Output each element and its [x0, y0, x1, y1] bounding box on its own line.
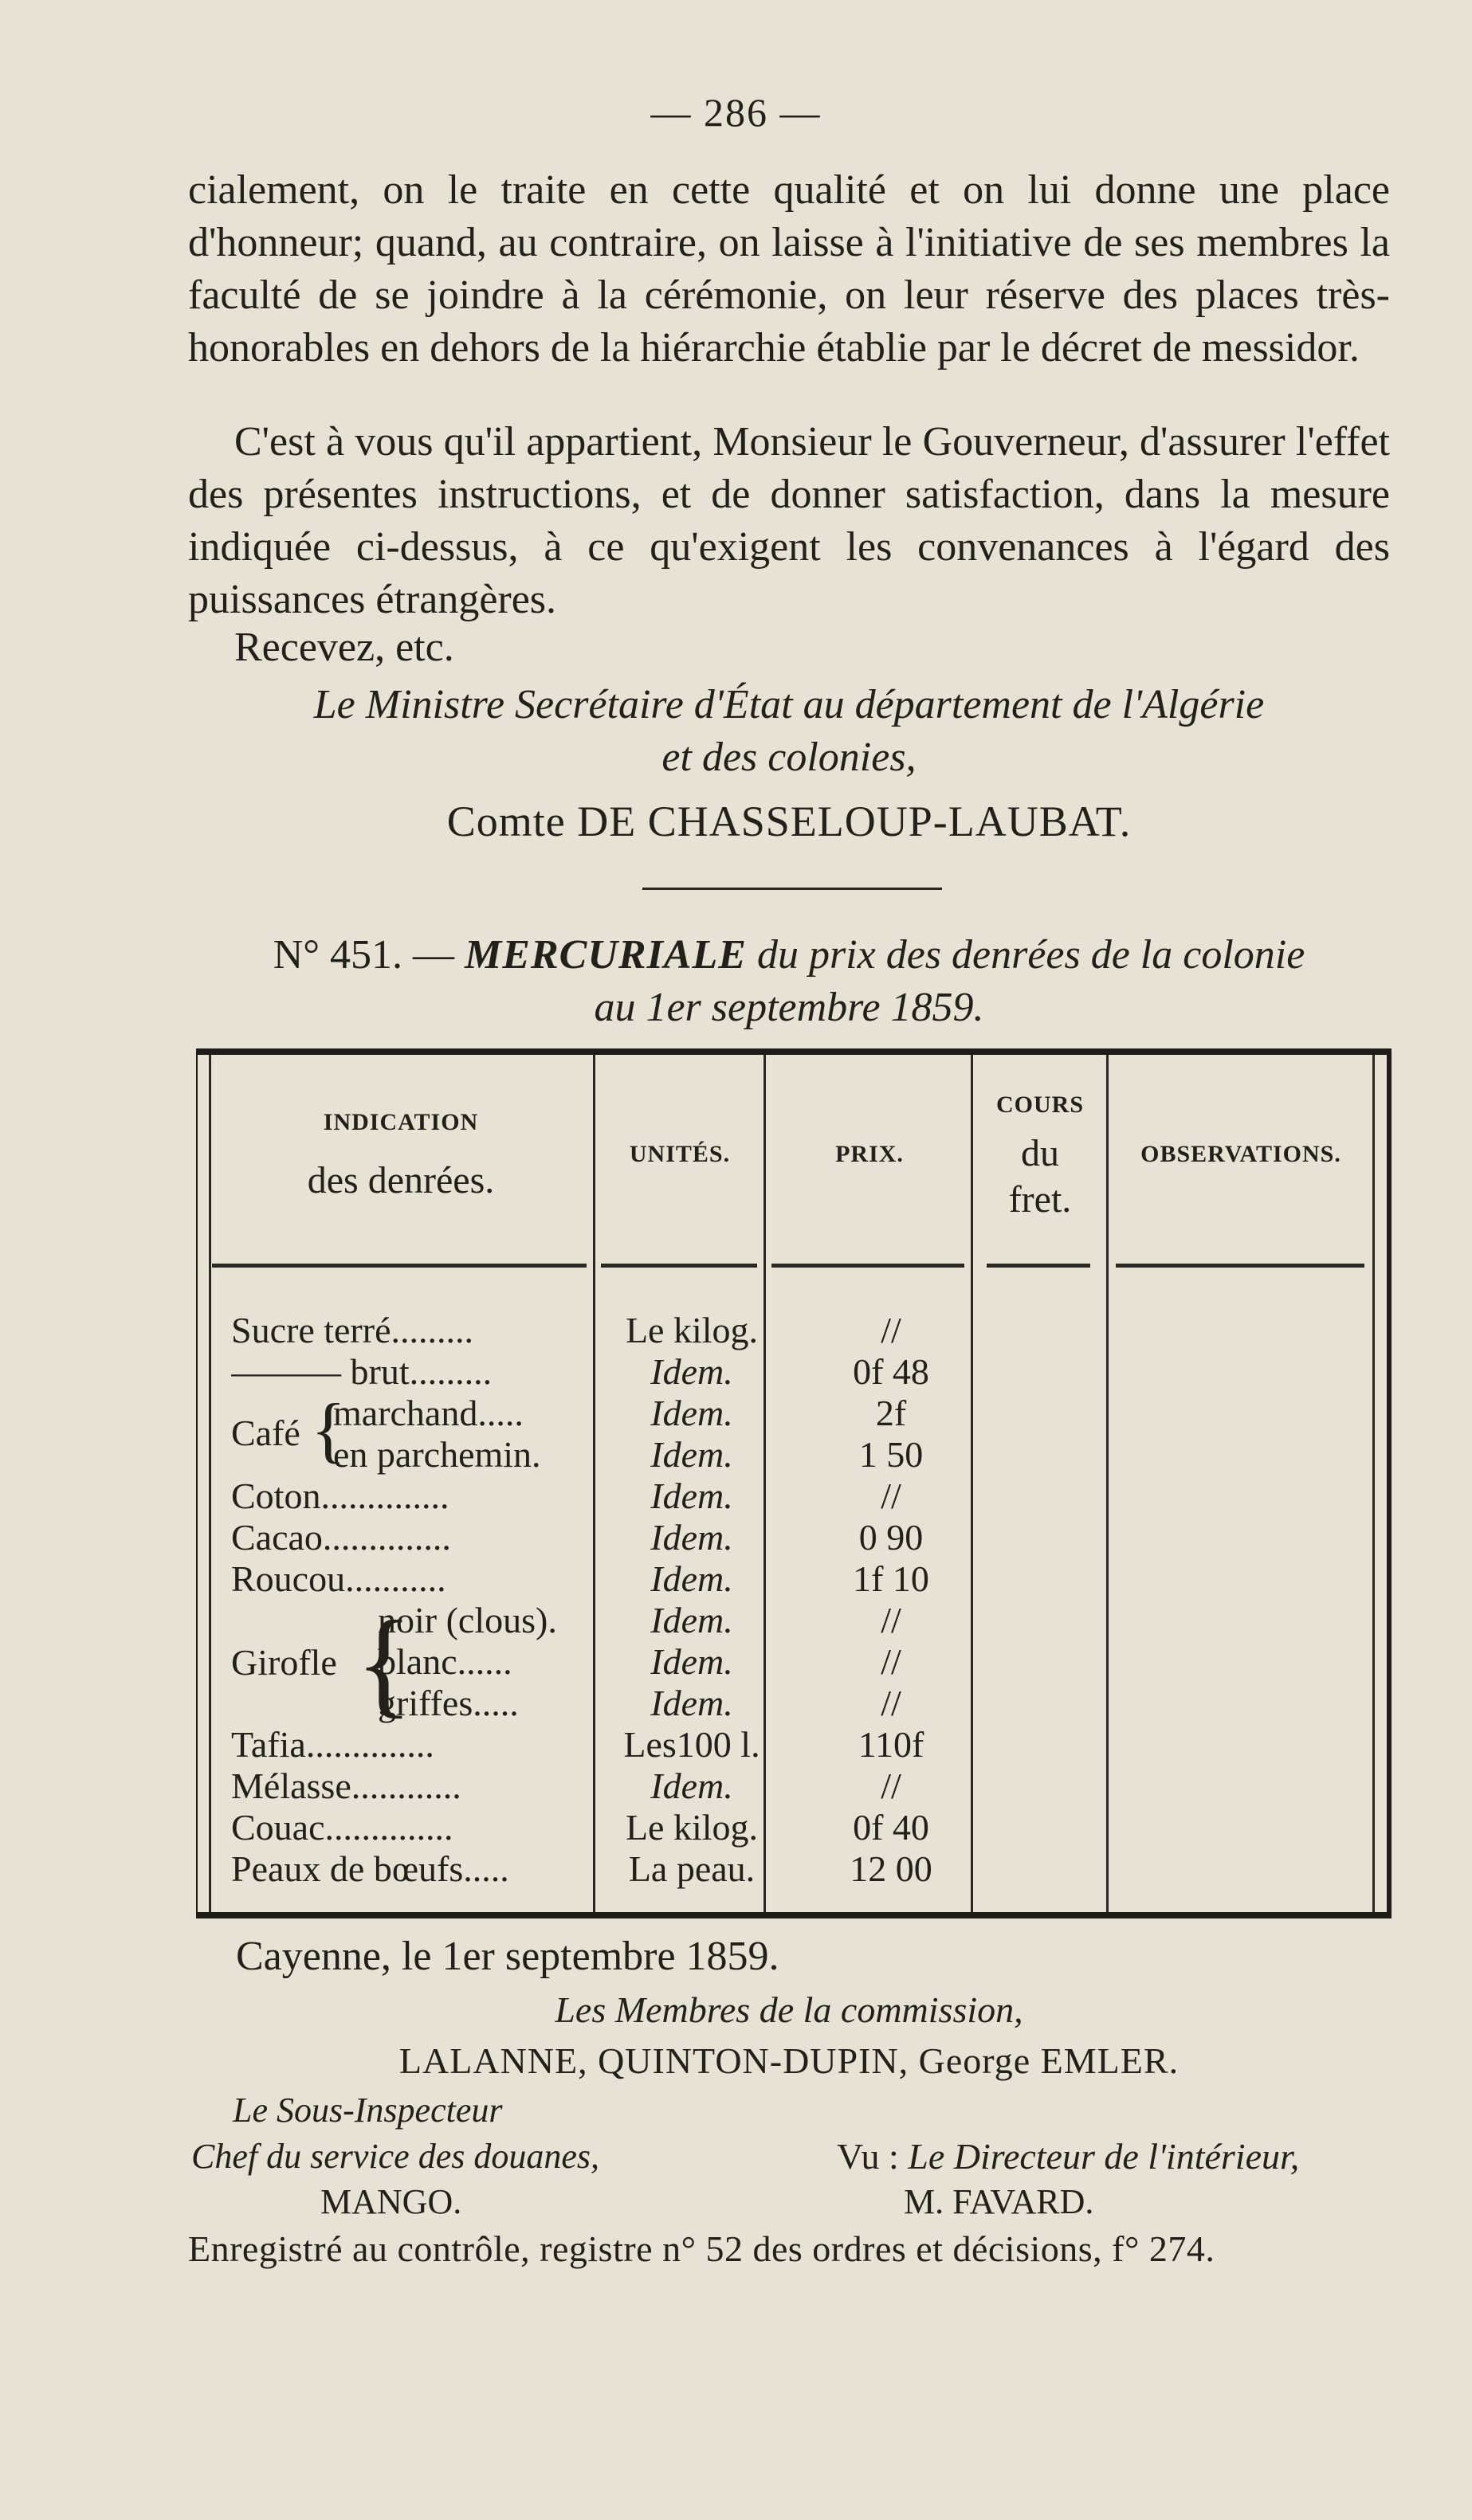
signature-title-line1: Le Ministre Secrétaire d'État au département de l'Algérie — [313, 682, 1265, 727]
footer-sous-inspecteur — [191, 2087, 599, 2180]
commodity-price: // — [881, 1766, 901, 1806]
table-row — [198, 1766, 1387, 1807]
header-indication: INDICATION — [323, 1109, 479, 1135]
table-row — [198, 1310, 1387, 1351]
commodity-name: ——— brut......... — [231, 1351, 493, 1392]
header-cours-du: du — [1021, 1132, 1059, 1174]
commodity-unit: Idem. — [650, 1766, 733, 1806]
commodity-name: en parchemin. — [333, 1434, 541, 1475]
table-row — [198, 1724, 1387, 1766]
table-row — [198, 1434, 1387, 1476]
paragraph-closing: Recevez, etc. — [234, 625, 454, 670]
table-row — [198, 1641, 1387, 1683]
document-title — [188, 929, 1390, 1034]
commodity-unit: Idem. — [650, 1600, 733, 1640]
commodity-unit: La peau. — [628, 1848, 756, 1889]
commodity-unit: Idem. — [650, 1393, 733, 1433]
footer-members: LALANNE, QUINTON-DUPIN, George EMLER. — [398, 2040, 1180, 2081]
commodity-name: Sucre terré......... — [231, 1310, 473, 1350]
footer-date: Cayenne, le 1er septembre 1859. — [236, 1934, 779, 1979]
commodity-name: Peaux de bœufs..... — [231, 1848, 509, 1889]
commodity-price: 0 90 — [858, 1517, 924, 1558]
commodity-price: 0f 48 — [853, 1351, 929, 1392]
brace-icon: { — [355, 1597, 413, 1729]
commodity-unit: Idem. — [650, 1517, 733, 1558]
commodity-unit: Le kilog. — [625, 1310, 759, 1350]
header-rule — [601, 1264, 757, 1268]
table-row — [198, 1393, 1387, 1434]
brace-icon: { — [311, 1389, 347, 1470]
table-row — [198, 1683, 1387, 1724]
header-rule — [1116, 1264, 1364, 1268]
commodity-price: 2f — [875, 1393, 907, 1433]
commodity-price: // — [881, 1600, 901, 1640]
paragraph-continuation: cialement, on le traite en cette qualité et on lui donne une place d'honneur; quand, au contraire, on laisse à l'initiative de ses membres la faculté de se joindre à la cérémonie, on leur réserve des places très-honorables en dehors de la hiérarchie établie par le décret de messidor. — [188, 167, 1390, 370]
commodity-price: // — [881, 1476, 901, 1516]
table-row — [198, 1600, 1387, 1641]
commodity-unit: Idem. — [650, 1683, 733, 1723]
commodity-price: // — [881, 1683, 901, 1723]
commodity-price: // — [881, 1310, 901, 1350]
commodity-unit: Idem. — [650, 1434, 733, 1475]
paragraph-instructions: C'est à vous qu'il appartient, Monsieur le Gouverneur, d'assurer l'effet des présentes instructions, et de donner satisfaction, dans la mesure indiquée ci-dessus, à ce qu'exigent les convenances à l'égard des puissances étrangères. — [188, 419, 1390, 622]
commodity-price: 110f — [858, 1724, 924, 1765]
table-row — [198, 1558, 1387, 1600]
commodity-name: Roucou........... — [231, 1558, 446, 1599]
commodity-unit: Idem. — [650, 1351, 733, 1392]
group-label-girofle: Girofle — [231, 1642, 337, 1683]
table-row — [198, 1351, 1387, 1393]
footer-vu — [837, 2134, 1299, 2180]
signature-title-line2: et des colonies, — [661, 735, 917, 780]
signature-title — [188, 679, 1390, 784]
commodity-unit: Le kilog. — [625, 1807, 759, 1848]
footer-mango: MANGO. — [320, 2182, 462, 2221]
commodity-unit: Idem. — [650, 1558, 733, 1599]
commodity-name: Mélasse............ — [231, 1766, 461, 1806]
commodity-price: 0f 40 — [853, 1807, 929, 1848]
commodity-unit: Idem. — [650, 1641, 733, 1682]
commodity-unit: Idem. — [650, 1476, 733, 1516]
table-row — [198, 1848, 1387, 1890]
commodity-price: 12 00 — [850, 1848, 932, 1889]
footer-commission: Les Membres de la commission, — [555, 1989, 1023, 2030]
header-indication-sub: des denrées. — [307, 1159, 495, 1201]
signature-name: Comte DE CHASSELOUP-LAUBAT. — [446, 798, 1132, 845]
header-rule — [771, 1264, 964, 1268]
commodity-price: // — [881, 1641, 901, 1682]
sous-inspecteur-line2: Chef du service des douanes, — [191, 2137, 599, 2176]
header-unites: UNITÉS. — [629, 1141, 731, 1167]
page-number: — 286 — — [650, 90, 822, 135]
header-observations: OBSERVATIONS. — [1140, 1141, 1341, 1167]
document-number: N° 451. — — [273, 932, 455, 978]
commodity-price: 1f 10 — [853, 1558, 929, 1599]
footer-enregistre: Enregistré au contrôle, registre n° 52 des ordres et décisions, f° 274. — [188, 2228, 1215, 2269]
header-cours-fret: fret. — [1008, 1178, 1072, 1221]
commodity-price: 1 50 — [858, 1434, 924, 1475]
commodity-name: Coton.............. — [231, 1476, 449, 1516]
document-title-main: MERCURIALE — [465, 932, 747, 978]
header-prix: PRIX. — [835, 1141, 904, 1167]
document-title-date: au 1er septembre 1859. — [594, 985, 984, 1030]
commodity-name: blanc...... — [378, 1641, 512, 1682]
table-row — [198, 1807, 1387, 1848]
commodity-name: Cacao.............. — [231, 1517, 451, 1558]
table-row — [198, 1476, 1387, 1517]
commodity-name: griffes..... — [378, 1683, 519, 1723]
header-rule — [987, 1264, 1090, 1268]
group-label-cafe: Café — [231, 1413, 300, 1453]
footer-favard: M. FAVARD. — [904, 2182, 1094, 2221]
commodity-name: marchand..... — [333, 1393, 524, 1433]
document-title-rest: du prix des denrées de la colonie — [756, 932, 1305, 978]
vu-prefix: Vu : — [837, 2136, 899, 2177]
section-separator — [642, 888, 942, 890]
commodity-unit: Les100 l. — [623, 1724, 760, 1765]
header-rule — [212, 1264, 587, 1268]
price-table — [196, 1048, 1392, 1918]
commodity-name: Tafia.............. — [231, 1724, 434, 1765]
vu-text: Le Directeur de l'intérieur, — [908, 2136, 1300, 2177]
header-cours: COURS — [995, 1091, 1084, 1118]
commodity-name: Couac.............. — [231, 1807, 453, 1848]
commodity-name: noir (clous). — [378, 1600, 557, 1640]
sous-inspecteur-line1: Le Sous-Inspecteur — [233, 2091, 503, 2130]
table-row — [198, 1517, 1387, 1558]
